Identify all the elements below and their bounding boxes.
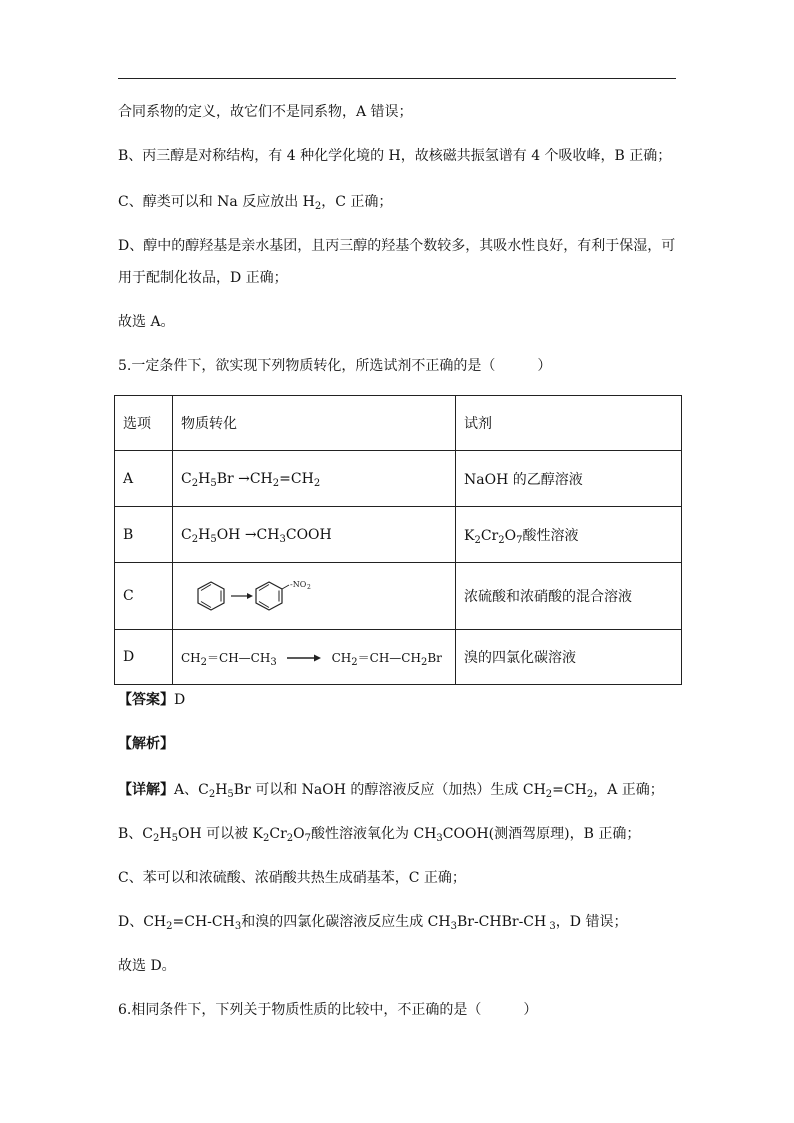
- option-cell: B: [115, 507, 173, 563]
- reagent-cell: $K_2Cr_2O_7$酸性溶液: [456, 507, 682, 563]
- paragraph: D、醇中的醇羟基是亲水基团，且丙三醇的羟基个数较多，其吸水性良好，有利于保湿，可: [118, 238, 676, 254]
- conversion-cell: $CH_2=CH—CH_3$ $CH_2=CH—CH_2Br$: [173, 630, 456, 685]
- conversion-cell: [173, 563, 456, 630]
- reagent-cell: 浓硫酸和浓硝酸的混合溶液: [456, 563, 682, 630]
- table-header-row: [115, 396, 682, 451]
- conclusion: 故选 D。: [118, 958, 176, 974]
- table-row: [115, 451, 682, 507]
- option-cell: C: [115, 563, 173, 630]
- conversion-cell: $C_2H_5OH$ $\to CH_3COOH$: [173, 507, 456, 563]
- paragraph: B、丙三醇是对称结构，有 4 种化学化境的 H，故核磁共振氢谱有 4 个吸收峰，B 正确；: [118, 148, 672, 164]
- paragraph: 故选 A。: [118, 314, 175, 330]
- header-cell: 物质转化: [173, 396, 456, 451]
- paragraph: 合同系物的定义，故它们不是同系物，A 错误；: [118, 104, 413, 120]
- detail-d: D、$CH_2=CH-CH_3$和溴的四氯化碳溶液反应生成 $CH_3Br-CHBr-CH$ $_3$，D 错误；: [118, 914, 628, 932]
- header-rule: [118, 78, 676, 79]
- table-row: [115, 507, 682, 563]
- detail-b: B、$C_2H_5OH$ 可以被 $K_2Cr_2O_7$酸性溶液氧化为 $CH_3COOH$(测酒驾原理)，B 正确；: [118, 826, 641, 844]
- table-row: [115, 630, 682, 685]
- answer-line: 【答案】D: [118, 692, 186, 708]
- question-5: 5.一定条件下，欲实现下列物质转化，所选试剂不正确的是（ ）: [118, 358, 552, 374]
- svg-text:-NO: -NO: [290, 580, 307, 589]
- svg-text:2: 2: [307, 584, 311, 591]
- table-row: [115, 563, 682, 630]
- paragraph: C、醇类可以和 Na 反应放出 $H_2$，C 正确；: [118, 194, 393, 212]
- header-cell: 选项: [115, 396, 173, 451]
- option-cell: A: [115, 451, 173, 507]
- reaction-arrow-icon: [285, 653, 323, 663]
- option-cell: D: [115, 630, 173, 685]
- detail-a: 【详解】A、$C_2H_5Br$ 可以和 NaOH 的醇溶液反应（加热）生成 $CH_2=CH_2$，A 正确；: [118, 782, 664, 800]
- analysis-heading: 【解析】: [118, 736, 174, 752]
- reagent-cell: 溴的四氯化碳溶液: [456, 630, 682, 685]
- paragraph: 用于配制化妆品，D 正确；: [118, 270, 288, 286]
- conversion-cell: $C_2H_5Br \to CH_2=CH_2$: [173, 451, 456, 507]
- benzene-nitration-diagram: [189, 574, 339, 618]
- detail-c: C、苯可以和浓硫酸、浓硝酸共热生成硝基苯，C 正确；: [118, 870, 466, 886]
- header-cell: 试剂: [456, 396, 682, 451]
- question-6: 6.相同条件下，下列关于物质性质的比较中，不正确的是（ ）: [118, 1002, 538, 1018]
- reagent-cell: NaOH 的乙醇溶液: [456, 451, 682, 507]
- options-table: [114, 395, 682, 685]
